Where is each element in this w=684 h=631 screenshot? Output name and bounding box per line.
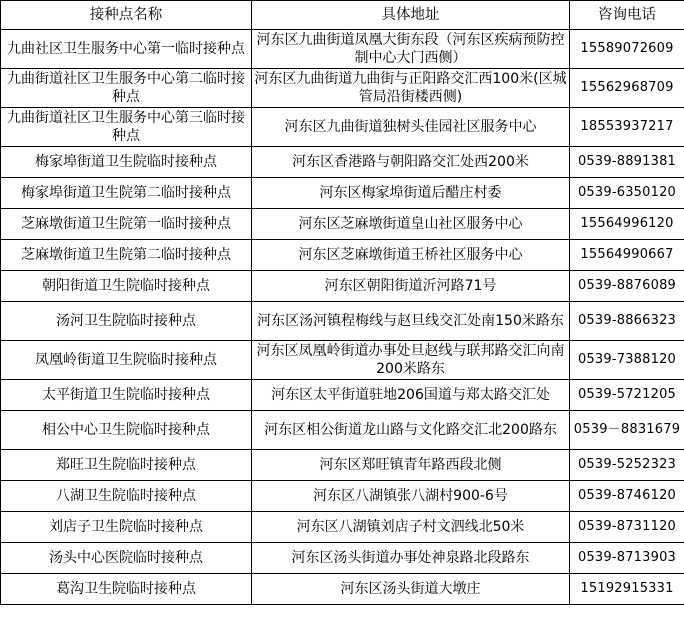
phone-cell: 15192915331 [570, 574, 684, 605]
phone-cell: 15589072609 [570, 30, 684, 69]
address-cell: 河东区梅家埠街道后醋庄村委 [252, 178, 570, 209]
header-site-name: 接种点名称 [1, 1, 252, 30]
header-address: 具体地址 [252, 1, 570, 30]
table-row [1, 209, 684, 240]
header-phone: 咨询电话 [570, 1, 684, 30]
table-row [1, 512, 684, 543]
site-name-cell: 芝麻墩街道卫生院第一临时接种点 [1, 209, 252, 240]
table-row [1, 341, 684, 380]
site-name-cell: 梅家埠街道卫生院临时接种点 [1, 147, 252, 178]
address-cell: 河东区汤河镇程梅线与赵旦线交汇处南150米路东 [252, 302, 570, 341]
phone-cell: 0539-8891381 [570, 147, 684, 178]
phone-cell: 0539-8713903 [570, 543, 684, 574]
site-name-cell: 九曲社区卫生服务中心第一临时接种点 [1, 30, 252, 69]
table-row [1, 69, 684, 108]
phone-cell: 0539－8831679 [570, 411, 684, 450]
address-cell: 河东区汤头街道办事处神泉路北段路东 [252, 543, 570, 574]
site-name-cell: 梅家埠街道卫生院第二临时接种点 [1, 178, 252, 209]
table-row [1, 450, 684, 481]
phone-cell: 18553937217 [570, 108, 684, 147]
site-name-cell: 朝阳街道卫生院临时接种点 [1, 271, 252, 302]
table-row [1, 178, 684, 209]
address-cell: 河东区郑旺镇青年路西段北侧 [252, 450, 570, 481]
phone-cell: 0539-8876089 [570, 271, 684, 302]
site-name-cell: 芝麻墩街道卫生院第二临时接种点 [1, 240, 252, 271]
phone-cell: 0539-8746120 [570, 481, 684, 512]
address-cell: 河东区九曲街道独树头佳园社区服务中心 [252, 108, 570, 147]
table-row [1, 240, 684, 271]
table-row [1, 543, 684, 574]
phone-cell: 15564996120 [570, 209, 684, 240]
address-cell: 河东区太平街道驻地206国道与郑太路交汇处 [252, 380, 570, 411]
phone-cell: 15564990667 [570, 240, 684, 271]
address-cell: 河东区八湖镇刘店子村文泗线北50米 [252, 512, 570, 543]
site-name-cell: 刘店子卫生院临时接种点 [1, 512, 252, 543]
site-name-cell: 汤头中心医院临时接种点 [1, 543, 252, 574]
site-name-cell: 汤河卫生院临时接种点 [1, 302, 252, 341]
site-name-cell: 九曲街道社区卫生服务中心第二临时接种点 [1, 69, 252, 108]
table-row [1, 302, 684, 341]
table-row [1, 411, 684, 450]
site-name-cell: 凤凰岭街道卫生院临时接种点 [1, 341, 252, 380]
phone-cell: 0539-6350120 [570, 178, 684, 209]
phone-cell: 0539-8731120 [570, 512, 684, 543]
address-cell: 河东区香港路与朝阳路交汇处西200米 [252, 147, 570, 178]
phone-cell: 0539-5252323 [570, 450, 684, 481]
table-row [1, 30, 684, 69]
site-name-cell: 相公中心卫生院临时接种点 [1, 411, 252, 450]
phone-cell: 15562968709 [570, 69, 684, 108]
address-cell: 河东区芝麻墩街道王桥社区服务中心 [252, 240, 570, 271]
table-row [1, 481, 684, 512]
address-cell: 河东区八湖镇张八湖村900-6号 [252, 481, 570, 512]
phone-cell: 0539-7388120 [570, 341, 684, 380]
header-row [1, 1, 684, 30]
site-name-cell: 九曲街道社区卫生服务中心第三临时接种点 [1, 108, 252, 147]
address-cell: 河东区相公街道龙山路与文化路交汇北200路东 [252, 411, 570, 450]
site-name-cell: 太平街道卫生院临时接种点 [1, 380, 252, 411]
phone-cell: 0539-8866323 [570, 302, 684, 341]
phone-cell: 0539-5721205 [570, 380, 684, 411]
table-row [1, 147, 684, 178]
address-cell: 河东区芝麻墩街道皇山社区服务中心 [252, 209, 570, 240]
address-cell: 河东区汤头街道大墩庄 [252, 574, 570, 605]
table-row [1, 574, 684, 605]
address-cell: 河东区朝阳街道沂河路71号 [252, 271, 570, 302]
site-name-cell: 葛沟卫生院临时接种点 [1, 574, 252, 605]
table-row [1, 108, 684, 147]
address-cell: 河东区九曲街道九曲街与正阳路交汇西100米(区城管局沿街楼西侧) [252, 69, 570, 108]
address-cell: 河东区九曲街道凤凰大街东段（河东区疾病预防控制中心大门西侧） [252, 30, 570, 69]
site-name-cell: 八湖卫生院临时接种点 [1, 481, 252, 512]
site-name-cell: 郑旺卫生院临时接种点 [1, 450, 252, 481]
table-row [1, 271, 684, 302]
table-row [1, 380, 684, 411]
address-cell: 河东区凤凰岭街道办事处旦赵线与联邦路交汇向南200米路东 [252, 341, 570, 380]
